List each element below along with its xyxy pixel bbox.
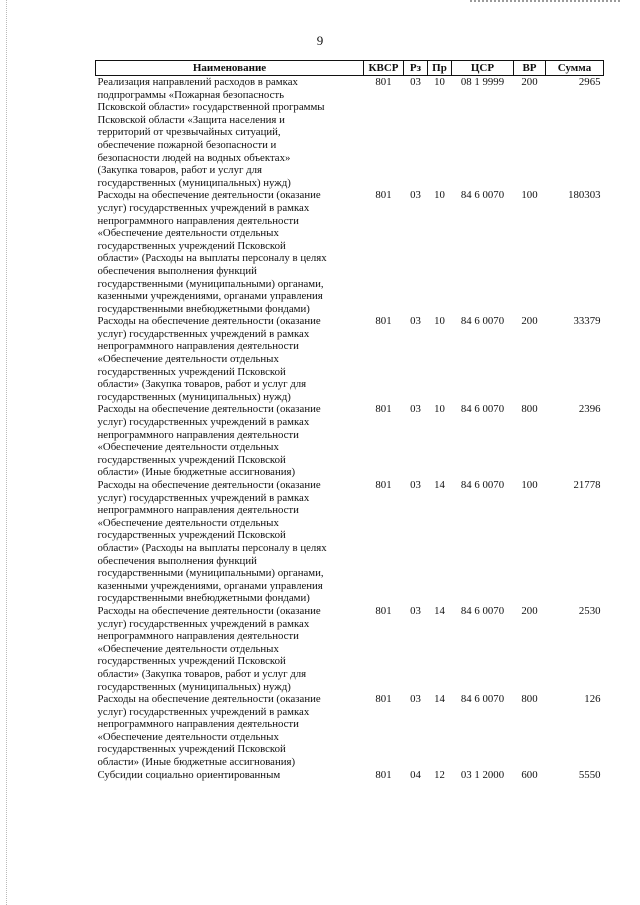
scan-top-artifact: [470, 0, 620, 8]
header-vr: ВР: [514, 61, 546, 76]
row-name: Расходы на обеспечение деятельности (оказание услуг) государственных учреждений в рамках непрограммного направления деятельности «Обеспечение деятельности отдельных государственных учреждений Псковской области» (Иные бюджетные ассигнования): [97, 693, 321, 769]
row-name: Расходы на обеспечение деятельности (оказание услуг) государственных учреждений в рамках непрограммного направления деятельности «Обеспечение деятельности отдельных государственных учреждений Псковской области» (Иные бюджетные ассигнования): [97, 403, 321, 479]
row-pr: 10: [434, 76, 445, 88]
row-pr: 14: [434, 479, 445, 491]
row-sum: 5550: [578, 768, 601, 781]
budget-table: [95, 60, 604, 781]
table-row: [96, 189, 604, 315]
row-vr: 800: [521, 693, 538, 706]
row-kvsr: 801: [375, 403, 392, 416]
row-vr: 600: [521, 768, 538, 781]
row-pr: 14: [434, 693, 445, 706]
row-pr: 12: [434, 768, 445, 781]
row-csr: 84 6 0070: [460, 604, 505, 617]
row-rz: 03: [410, 76, 421, 88]
row-name: Субсидии социально ориентированным: [97, 768, 281, 781]
row-rz: 03: [410, 189, 421, 202]
row-kvsr: 801: [375, 76, 392, 88]
row-csr: 84 6 0070: [460, 479, 505, 491]
row-pr: 10: [434, 189, 445, 202]
row-csr: 84 6 0070: [460, 403, 505, 416]
row-csr: 03 1 2000: [460, 768, 505, 781]
table-row: [96, 403, 604, 479]
row-sum: 2396: [578, 403, 601, 416]
table-row: [96, 479, 604, 605]
table-row: [96, 76, 604, 190]
row-name: Расходы на обеспечение деятельности (оказание услуг) государственных учреждений в рамках непрограммного направления деятельности «Обеспечение деятельности отдельных государственных учреждений Псковской области» (Расходы на выплаты персоналу в целях обеспечения выполнения функций государственными (муниципальными) органами, казенными учреждениями, органами управления государственными внебюджетными фондами): [97, 189, 327, 315]
row-kvsr: 801: [375, 604, 392, 617]
table-row: [96, 769, 604, 782]
row-name: Расходы на обеспечение деятельности (оказание услуг) государственных учреждений в рамках непрограммного направления деятельности «Обеспечение деятельности отдельных государственных учреждений Псковской области» (Расходы на выплаты персоналу в целях обеспечения выполнения функций государственными (муниципальными) органами, казенными учреждениями, органами управления государственными внебюджетными фондами): [97, 479, 327, 605]
row-rz: 03: [410, 315, 421, 328]
row-sum: 126: [584, 693, 601, 706]
row-vr: 100: [521, 479, 538, 491]
header-kvsr: КВСР: [364, 61, 404, 76]
row-vr: 200: [521, 76, 538, 88]
table-header-row: [96, 61, 604, 76]
row-pr: 14: [434, 604, 445, 617]
row-name: Расходы на обеспечение деятельности (оказание услуг) государственных учреждений в рамках непрограммного направления деятельности «Обеспечение деятельности отдельных государственных учреждений Псковской области» (Закупка товаров, работ и услуг для государственных (муниципальных) нужд): [97, 315, 321, 403]
row-vr: 800: [521, 403, 538, 416]
row-rz: 03: [410, 479, 421, 491]
header-csr: ЦСР: [452, 61, 514, 76]
row-sum: 21778: [573, 479, 601, 491]
row-csr: 84 6 0070: [460, 693, 505, 706]
row-rz: 04: [410, 768, 421, 781]
table-row: [96, 605, 604, 693]
row-kvsr: 801: [375, 315, 392, 328]
row-rz: 03: [410, 604, 421, 617]
row-pr: 10: [434, 315, 445, 328]
header-pr: Пр: [428, 61, 452, 76]
header-rz: Рз: [404, 61, 428, 76]
row-kvsr: 801: [375, 693, 392, 706]
row-sum: 33379: [573, 315, 601, 328]
row-csr: 84 6 0070: [460, 315, 505, 328]
row-kvsr: 801: [375, 479, 392, 491]
row-vr: 200: [521, 315, 538, 328]
row-pr: 10: [434, 403, 445, 416]
row-rz: 03: [410, 693, 421, 706]
row-sum: 2965: [578, 76, 601, 88]
row-kvsr: 801: [375, 768, 392, 781]
header-name: Наименование: [96, 61, 364, 76]
page-number: 9: [316, 33, 324, 48]
row-name: Реализация направлений расходов в рамках подпрограммы «Пожарная безопасность Псковской области» государственной программы Псковской области «Защита населения и территорий от чрезвычайных ситуаций, обеспечение пожарной безопасности и безопасности людей на водных объектах» (Закупка товаров, работ и услуг для государственных (муниципальных) нужд): [97, 76, 325, 189]
header-sum: Сумма: [546, 61, 604, 76]
row-name: Расходы на обеспечение деятельности (оказание услуг) государственных учреждений в рамках непрограммного направления деятельности «Обеспечение деятельности отдельных государственных учреждений Псковской области» (Закупка товаров, работ и услуг для государственных (муниципальных) нужд): [97, 604, 321, 693]
row-kvsr: 801: [375, 189, 392, 202]
row-sum: 2530: [578, 604, 601, 617]
table-row: [96, 693, 604, 769]
table-row: [96, 315, 604, 403]
row-vr: 200: [521, 604, 538, 617]
row-csr: 84 6 0070: [460, 189, 505, 202]
row-sum: 180303: [568, 189, 601, 202]
row-csr: 08 1 9999: [460, 76, 505, 88]
row-rz: 03: [410, 403, 421, 416]
row-vr: 100: [521, 189, 538, 202]
scan-edge-artifact: [6, 0, 7, 905]
